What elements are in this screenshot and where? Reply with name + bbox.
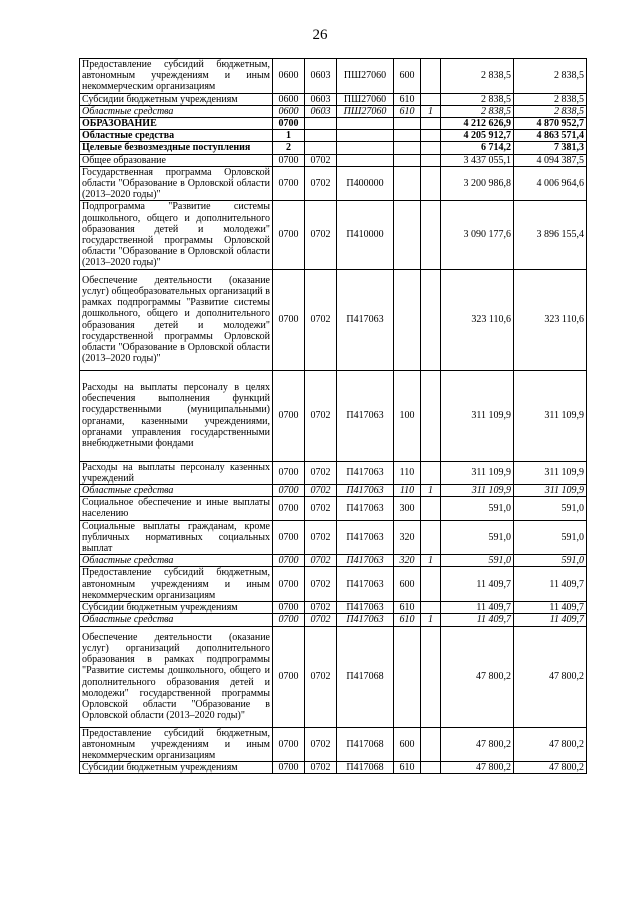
amount-year-1-cell: 3 200 986,8 bbox=[441, 166, 514, 201]
table-row bbox=[80, 602, 587, 614]
section-code-cell: 0700 bbox=[273, 497, 305, 520]
funding-source-code-cell bbox=[421, 269, 441, 370]
subsection-code-cell bbox=[305, 130, 337, 142]
amount-year-2-cell: 311 109,9 bbox=[514, 370, 587, 461]
expense-name-cell: Предоставление субсидий бюджетным, автономным учреждениям и иным некоммерческим организациям bbox=[80, 567, 273, 602]
funding-source-code-cell bbox=[421, 142, 441, 154]
expense-type-code-cell bbox=[394, 269, 421, 370]
section-code-cell: 0600 bbox=[273, 105, 305, 117]
amount-year-1-cell: 311 109,9 bbox=[441, 370, 514, 461]
expense-name-cell: Обеспечение деятельности (оказание услуг) организаций дополнительного образования в рамках подпрограммы "Развитие системы дошкольного, общего и дополнительного образования детей и молодежи" государственной программы Орловской области "Образование в Орловской области (2013–2020 годы)" bbox=[80, 626, 273, 727]
amount-year-1-cell: 2 838,5 bbox=[441, 59, 514, 94]
section-code-cell: 2 bbox=[273, 142, 305, 154]
amount-year-2-cell: 3 896 155,4 bbox=[514, 201, 587, 269]
expense-name-cell: Обеспечение деятельности (оказание услуг) общеобразовательных организаций в рамках подпрограммы "Развитие системы дошкольного, общего и дополнительного образования детей и молодежи" государственной программы Орловской области "Образование в Орловской области (2013–2020 годы)" bbox=[80, 269, 273, 370]
table-row bbox=[80, 461, 587, 484]
funding-source-code-cell bbox=[421, 201, 441, 269]
expense-type-code-cell bbox=[394, 130, 421, 142]
amount-year-2-cell: 323 110,6 bbox=[514, 269, 587, 370]
amount-year-1-cell: 2 838,5 bbox=[441, 105, 514, 117]
funding-source-code-cell bbox=[421, 626, 441, 727]
target-article-code-cell: П400000 bbox=[337, 166, 394, 201]
amount-year-2-cell: 311 109,9 bbox=[514, 485, 587, 497]
amount-year-2-cell: 2 838,5 bbox=[514, 93, 587, 105]
funding-source-code-cell bbox=[421, 93, 441, 105]
target-article-code-cell: П417063 bbox=[337, 461, 394, 484]
section-code-cell: 0700 bbox=[273, 614, 305, 626]
table-row bbox=[80, 370, 587, 461]
subsection-code-cell: 0702 bbox=[305, 485, 337, 497]
section-code-cell: 0700 bbox=[273, 461, 305, 484]
table-row bbox=[80, 520, 587, 555]
section-code-cell: 0700 bbox=[273, 520, 305, 555]
expense-name-cell: Расходы на выплаты персоналу казенных учреждений bbox=[80, 461, 273, 484]
funding-source-code-cell bbox=[421, 154, 441, 166]
amount-year-1-cell: 323 110,6 bbox=[441, 269, 514, 370]
amount-year-2-cell: 11 409,7 bbox=[514, 614, 587, 626]
expense-type-code-cell: 610 bbox=[394, 105, 421, 117]
target-article-code-cell: П417063 bbox=[337, 520, 394, 555]
subsection-code-cell: 0702 bbox=[305, 497, 337, 520]
section-code-cell: 0700 bbox=[273, 762, 305, 774]
section-code-cell: 0700 bbox=[273, 201, 305, 269]
table-row bbox=[80, 269, 587, 370]
expense-type-code-cell: 320 bbox=[394, 555, 421, 567]
section-code-cell: 1 bbox=[273, 130, 305, 142]
expense-name-cell: Областные средства bbox=[80, 485, 273, 497]
expense-type-code-cell: 600 bbox=[394, 59, 421, 94]
table-row bbox=[80, 201, 587, 269]
subsection-code-cell: 0603 bbox=[305, 93, 337, 105]
funding-source-code-cell: 1 bbox=[421, 105, 441, 117]
target-article-code-cell bbox=[337, 142, 394, 154]
amount-year-2-cell: 11 409,7 bbox=[514, 567, 587, 602]
expense-type-code-cell: 600 bbox=[394, 727, 421, 762]
subsection-code-cell: 0702 bbox=[305, 762, 337, 774]
expense-type-code-cell bbox=[394, 166, 421, 201]
expense-name-cell: Общее образование bbox=[80, 154, 273, 166]
amount-year-2-cell: 591,0 bbox=[514, 520, 587, 555]
table-row bbox=[80, 118, 587, 130]
expense-name-cell: Областные средства bbox=[80, 105, 273, 117]
table-row bbox=[80, 762, 587, 774]
expense-name-cell: Социальное обеспечение и иные выплаты населению bbox=[80, 497, 273, 520]
amount-year-2-cell: 591,0 bbox=[514, 497, 587, 520]
expense-name-cell: Субсидии бюджетным учреждениям bbox=[80, 762, 273, 774]
target-article-code-cell: П417063 bbox=[337, 602, 394, 614]
subsection-code-cell: 0702 bbox=[305, 520, 337, 555]
subsection-code-cell: 0603 bbox=[305, 59, 337, 94]
section-code-cell: 0700 bbox=[273, 602, 305, 614]
expense-name-cell: Государственная программа Орловской области "Образование в Орловской области (2013–2020 годы)" bbox=[80, 166, 273, 201]
funding-source-code-cell bbox=[421, 567, 441, 602]
target-article-code-cell: П417063 bbox=[337, 555, 394, 567]
amount-year-1-cell: 311 109,9 bbox=[441, 461, 514, 484]
expense-name-cell: Субсидии бюджетным учреждениям bbox=[80, 93, 273, 105]
amount-year-2-cell: 4 870 952,7 bbox=[514, 118, 587, 130]
funding-source-code-cell bbox=[421, 166, 441, 201]
amount-year-2-cell: 311 109,9 bbox=[514, 461, 587, 484]
expense-type-code-cell bbox=[394, 142, 421, 154]
target-article-code-cell: П417063 bbox=[337, 567, 394, 602]
amount-year-1-cell: 3 090 177,6 bbox=[441, 201, 514, 269]
amount-year-1-cell: 11 409,7 bbox=[441, 614, 514, 626]
target-article-code-cell: П410000 bbox=[337, 201, 394, 269]
expense-type-code-cell bbox=[394, 201, 421, 269]
amount-year-2-cell: 47 800,2 bbox=[514, 727, 587, 762]
funding-source-code-cell: 1 bbox=[421, 614, 441, 626]
section-code-cell: 0700 bbox=[273, 555, 305, 567]
target-article-code-cell bbox=[337, 154, 394, 166]
expense-type-code-cell: 610 bbox=[394, 93, 421, 105]
subsection-code-cell: 0702 bbox=[305, 166, 337, 201]
subsection-code-cell: 0702 bbox=[305, 626, 337, 727]
subsection-code-cell: 0702 bbox=[305, 201, 337, 269]
target-article-code-cell bbox=[337, 130, 394, 142]
expense-name-cell: Предоставление субсидий бюджетным, автономным учреждениям и иным некоммерческим организациям bbox=[80, 727, 273, 762]
expense-name-cell: Социальные выплаты гражданам, кроме публичных нормативных социальных выплат bbox=[80, 520, 273, 555]
section-code-cell: 0600 bbox=[273, 93, 305, 105]
funding-source-code-cell: 1 bbox=[421, 555, 441, 567]
amount-year-2-cell: 2 838,5 bbox=[514, 105, 587, 117]
subsection-code-cell: 0702 bbox=[305, 567, 337, 602]
target-article-code-cell: ПШ27060 bbox=[337, 105, 394, 117]
amount-year-2-cell: 4 863 571,4 bbox=[514, 130, 587, 142]
funding-source-code-cell: 1 bbox=[421, 485, 441, 497]
section-code-cell: 0600 bbox=[273, 59, 305, 94]
funding-source-code-cell bbox=[421, 602, 441, 614]
amount-year-1-cell: 11 409,7 bbox=[441, 567, 514, 602]
amount-year-1-cell: 591,0 bbox=[441, 497, 514, 520]
amount-year-1-cell: 47 800,2 bbox=[441, 762, 514, 774]
expense-type-code-cell: 110 bbox=[394, 485, 421, 497]
expense-type-code-cell bbox=[394, 118, 421, 130]
expense-type-code-cell bbox=[394, 626, 421, 727]
expense-name-cell: Целевые безвозмездные поступления bbox=[80, 142, 273, 154]
amount-year-1-cell: 3 437 055,1 bbox=[441, 154, 514, 166]
amount-year-2-cell: 591,0 bbox=[514, 555, 587, 567]
subsection-code-cell: 0702 bbox=[305, 370, 337, 461]
amount-year-1-cell: 47 800,2 bbox=[441, 626, 514, 727]
subsection-code-cell: 0603 bbox=[305, 105, 337, 117]
amount-year-1-cell: 4 212 626,9 bbox=[441, 118, 514, 130]
amount-year-1-cell: 47 800,2 bbox=[441, 727, 514, 762]
target-article-code-cell: П417068 bbox=[337, 762, 394, 774]
table-row bbox=[80, 142, 587, 154]
amount-year-2-cell: 47 800,2 bbox=[514, 762, 587, 774]
funding-source-code-cell bbox=[421, 370, 441, 461]
section-code-cell: 0700 bbox=[273, 485, 305, 497]
table-row bbox=[80, 626, 587, 727]
expense-type-code-cell bbox=[394, 154, 421, 166]
amount-year-2-cell: 47 800,2 bbox=[514, 626, 587, 727]
subsection-code-cell: 0702 bbox=[305, 555, 337, 567]
target-article-code-cell: П417063 bbox=[337, 485, 394, 497]
target-article-code-cell: П417063 bbox=[337, 269, 394, 370]
table-row bbox=[80, 154, 587, 166]
expense-name-cell: Расходы на выплаты персоналу в целях обеспечения выполнения функций государственными (муниципальными) органами, казенными учреждениями, органами управления государственными внебюджетными фондами bbox=[80, 370, 273, 461]
expense-name-cell: Областные средства bbox=[80, 130, 273, 142]
amount-year-1-cell: 6 714,2 bbox=[441, 142, 514, 154]
amount-year-2-cell: 2 838,5 bbox=[514, 59, 587, 94]
table-row bbox=[80, 555, 587, 567]
amount-year-2-cell: 11 409,7 bbox=[514, 602, 587, 614]
funding-source-code-cell bbox=[421, 59, 441, 94]
target-article-code-cell bbox=[337, 118, 394, 130]
table-row bbox=[80, 614, 587, 626]
amount-year-1-cell: 311 109,9 bbox=[441, 485, 514, 497]
table-row bbox=[80, 485, 587, 497]
table-row bbox=[80, 567, 587, 602]
expense-name-cell: Подпрограмма "Развитие системы дошкольного, общего и дополнительного образования детей и молодежи" государственной программы Орловской области "Образование в Орловской области (2013–2020 годы)" bbox=[80, 201, 273, 269]
amount-year-1-cell: 591,0 bbox=[441, 555, 514, 567]
amount-year-2-cell: 4 094 387,5 bbox=[514, 154, 587, 166]
subsection-code-cell bbox=[305, 118, 337, 130]
amount-year-1-cell: 11 409,7 bbox=[441, 602, 514, 614]
section-code-cell: 0700 bbox=[273, 567, 305, 602]
table-row bbox=[80, 166, 587, 201]
subsection-code-cell: 0702 bbox=[305, 727, 337, 762]
funding-source-code-cell bbox=[421, 118, 441, 130]
section-code-cell: 0700 bbox=[273, 166, 305, 201]
expense-name-cell: Предоставление субсидий бюджетным, автономным учреждениям и иным некоммерческим организациям bbox=[80, 59, 273, 94]
expense-type-code-cell: 110 bbox=[394, 461, 421, 484]
section-code-cell: 0700 bbox=[273, 118, 305, 130]
table-row bbox=[80, 105, 587, 117]
funding-source-code-cell bbox=[421, 130, 441, 142]
amount-year-1-cell: 2 838,5 bbox=[441, 93, 514, 105]
target-article-code-cell: ПШ27060 bbox=[337, 93, 394, 105]
table-row bbox=[80, 130, 587, 142]
table-row bbox=[80, 497, 587, 520]
expense-name-cell: Субсидии бюджетным учреждениям bbox=[80, 602, 273, 614]
expense-name-cell: ОБРАЗОВАНИЕ bbox=[80, 118, 273, 130]
target-article-code-cell: ПШ27060 bbox=[337, 59, 394, 94]
table-row bbox=[80, 727, 587, 762]
amount-year-2-cell: 4 006 964,6 bbox=[514, 166, 587, 201]
section-code-cell: 0700 bbox=[273, 269, 305, 370]
target-article-code-cell: П417068 bbox=[337, 626, 394, 727]
amount-year-1-cell: 4 205 912,7 bbox=[441, 130, 514, 142]
table-body bbox=[80, 59, 587, 774]
expense-type-code-cell: 320 bbox=[394, 520, 421, 555]
funding-source-code-cell bbox=[421, 520, 441, 555]
target-article-code-cell: П417068 bbox=[337, 727, 394, 762]
funding-source-code-cell bbox=[421, 727, 441, 762]
subsection-code-cell: 0702 bbox=[305, 154, 337, 166]
section-code-cell: 0700 bbox=[273, 154, 305, 166]
expense-type-code-cell: 610 bbox=[394, 614, 421, 626]
subsection-code-cell: 0702 bbox=[305, 614, 337, 626]
funding-source-code-cell bbox=[421, 762, 441, 774]
expense-type-code-cell: 610 bbox=[394, 762, 421, 774]
table-row bbox=[80, 93, 587, 105]
expense-type-code-cell: 100 bbox=[394, 370, 421, 461]
target-article-code-cell: П417063 bbox=[337, 497, 394, 520]
expense-type-code-cell: 610 bbox=[394, 602, 421, 614]
section-code-cell: 0700 bbox=[273, 727, 305, 762]
subsection-code-cell: 0702 bbox=[305, 269, 337, 370]
expense-type-code-cell: 300 bbox=[394, 497, 421, 520]
section-code-cell: 0700 bbox=[273, 626, 305, 727]
target-article-code-cell: П417063 bbox=[337, 614, 394, 626]
table-row bbox=[80, 59, 587, 94]
expense-name-cell: Областные средства bbox=[80, 555, 273, 567]
funding-source-code-cell bbox=[421, 461, 441, 484]
subsection-code-cell bbox=[305, 142, 337, 154]
section-code-cell: 0700 bbox=[273, 370, 305, 461]
expense-type-code-cell: 600 bbox=[394, 567, 421, 602]
expense-name-cell: Областные средства bbox=[80, 614, 273, 626]
target-article-code-cell: П417063 bbox=[337, 370, 394, 461]
budget-table bbox=[79, 58, 587, 774]
subsection-code-cell: 0702 bbox=[305, 602, 337, 614]
amount-year-1-cell: 591,0 bbox=[441, 520, 514, 555]
amount-year-2-cell: 7 381,3 bbox=[514, 142, 587, 154]
page-number: 26 bbox=[312, 27, 328, 43]
funding-source-code-cell bbox=[421, 497, 441, 520]
subsection-code-cell: 0702 bbox=[305, 461, 337, 484]
